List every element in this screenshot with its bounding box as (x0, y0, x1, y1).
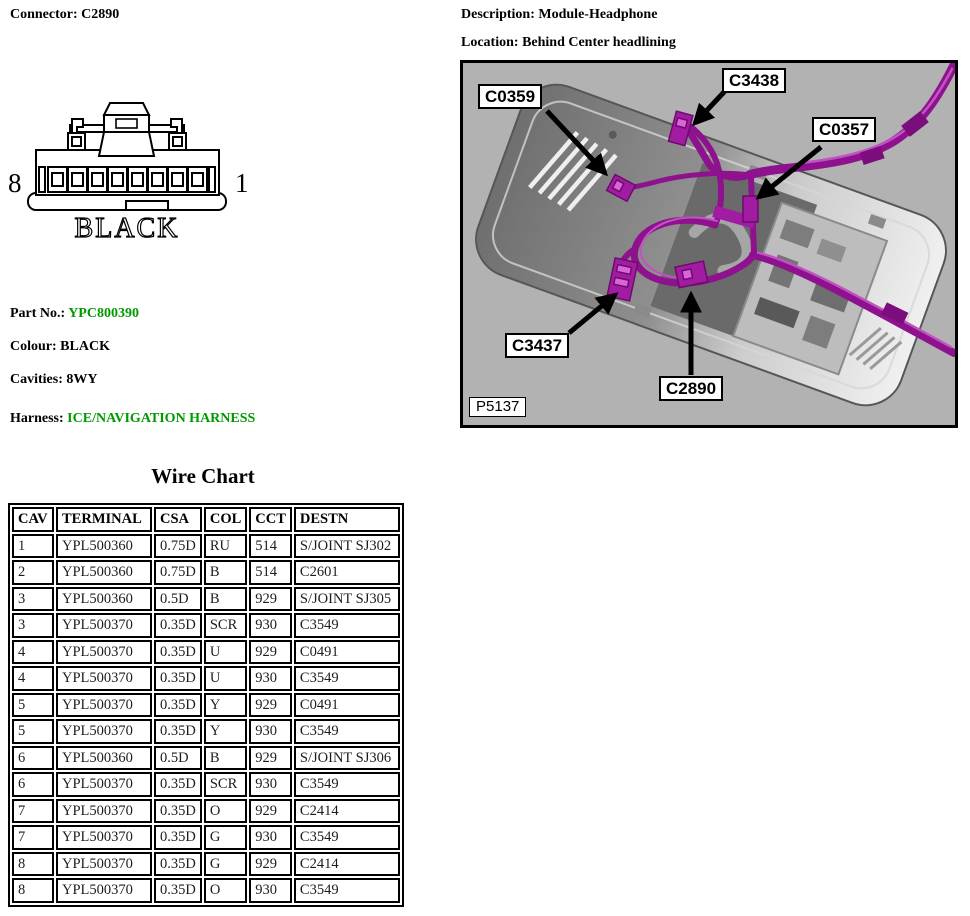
table-cell: 929 (249, 852, 292, 877)
table-row (12, 640, 400, 665)
callout-c0359: C0359 (478, 84, 542, 109)
wire-chart-column-header: TERMINAL (56, 507, 152, 532)
table-cell: 929 (249, 799, 292, 824)
table-cell: YPL500370 (56, 825, 152, 850)
table-cell: 0.35D (154, 852, 202, 877)
wire-chart-column-header: CCT (249, 507, 292, 532)
wire-chart-column-header: COL (204, 507, 247, 532)
table-cell: 0.75D (154, 560, 202, 585)
callout-c2890: C2890 (659, 376, 723, 401)
wire-chart-column-header: CSA (154, 507, 202, 532)
table-cell: 929 (249, 693, 292, 718)
table-cell: 4 (12, 640, 54, 665)
table-cell: 1 (12, 534, 54, 559)
connector-colour-text: BLACK (74, 213, 180, 244)
connector-header (10, 7, 119, 23)
table-cell: C2414 (294, 852, 400, 877)
table-cell: YPL500360 (56, 560, 152, 585)
colour-line (10, 339, 110, 355)
table-row (12, 772, 400, 797)
table-cell: S/JOINT SJ302 (294, 534, 400, 559)
table-row (12, 719, 400, 744)
table-cell: 514 (249, 560, 292, 585)
table-cell: 514 (249, 534, 292, 559)
table-cell: RU (204, 534, 247, 559)
table-cell: 929 (249, 746, 292, 771)
table-cell: B (204, 587, 247, 612)
table-cell: B (204, 746, 247, 771)
wire-chart-header-row (12, 507, 400, 532)
callout-c0357: C0357 (812, 117, 876, 142)
connector-c0357-blob (743, 196, 758, 222)
table-cell: 6 (12, 772, 54, 797)
table-row (12, 799, 400, 824)
table-cell: C0491 (294, 693, 400, 718)
part-no-line (10, 306, 139, 322)
table-cell: C0491 (294, 640, 400, 665)
table-cell: 930 (249, 666, 292, 691)
wire-chart-table (8, 503, 404, 907)
harness-label: Harness: (10, 411, 64, 426)
table-cell: 5 (12, 693, 54, 718)
table-cell: 0.35D (154, 666, 202, 691)
cavities-line (10, 372, 98, 388)
table-cell: 0.35D (154, 825, 202, 850)
table-cell: 0.35D (154, 878, 202, 903)
table-cell: 4 (12, 666, 54, 691)
table-row (12, 534, 400, 559)
table-cell: YPL500370 (56, 640, 152, 665)
table-cell: 929 (249, 640, 292, 665)
table-cell: C3549 (294, 613, 400, 638)
callout-c3437: C3437 (505, 333, 569, 358)
table-row (12, 613, 400, 638)
table-cell: U (204, 666, 247, 691)
connector-face-drawing (4, 100, 256, 248)
connector-label: Connector: (10, 7, 78, 22)
table-cell: SCR (204, 772, 247, 797)
table-cell: YPL500370 (56, 719, 152, 744)
table-cell: O (204, 799, 247, 824)
figure-id-badge: P5137 (469, 397, 526, 417)
table-cell: 930 (249, 825, 292, 850)
table-cell: 930 (249, 772, 292, 797)
table-cell: U (204, 640, 247, 665)
table-row (12, 560, 400, 585)
wire-chart-column-header: CAV (12, 507, 54, 532)
table-cell: 2 (12, 560, 54, 585)
location-photo-illustration (463, 63, 955, 425)
table-cell: 0.5D (154, 587, 202, 612)
table-cell: Y (204, 693, 247, 718)
description-header (461, 7, 657, 23)
table-cell: B (204, 560, 247, 585)
table-cell: YPL500360 (56, 534, 152, 559)
connector-value: C2890 (81, 7, 120, 22)
table-cell: 6 (12, 746, 54, 771)
table-cell: 930 (249, 719, 292, 744)
table-cell: YPL500360 (56, 587, 152, 612)
table-cell: 0.35D (154, 772, 202, 797)
table-cell: SCR (204, 613, 247, 638)
table-row (12, 666, 400, 691)
table-cell: 3 (12, 613, 54, 638)
table-cell: 0.35D (154, 719, 202, 744)
table-cell: 930 (249, 613, 292, 638)
description-label: Description: (461, 7, 535, 22)
table-cell: 3 (12, 587, 54, 612)
table-cell: C3549 (294, 878, 400, 903)
table-cell: 0.35D (154, 640, 202, 665)
location-label: Location: (461, 35, 519, 50)
cavities-value: 8WY (66, 372, 98, 387)
table-cell: YPL500370 (56, 799, 152, 824)
table-cell: 0.75D (154, 534, 202, 559)
table-cell: YPL500370 (56, 693, 152, 718)
table-cell: C2601 (294, 560, 400, 585)
location-value: Behind Center headlining (522, 35, 676, 50)
part-no-link[interactable]: YPC800390 (68, 306, 139, 321)
table-cell: 7 (12, 799, 54, 824)
wire-chart-title: Wire Chart (151, 464, 255, 488)
table-row (12, 693, 400, 718)
table-row (12, 746, 400, 771)
table-cell: YPL500370 (56, 878, 152, 903)
table-cell: C3549 (294, 666, 400, 691)
colour-value: BLACK (60, 339, 110, 354)
location-header (461, 35, 676, 51)
table-cell: YPL500360 (56, 746, 152, 771)
table-cell: YPL500370 (56, 613, 152, 638)
table-cell: 8 (12, 852, 54, 877)
table-cell: 7 (12, 825, 54, 850)
table-cell: C3549 (294, 719, 400, 744)
description-value: Module-Headphone (538, 7, 658, 22)
table-cell: 929 (249, 587, 292, 612)
table-cell: 930 (249, 878, 292, 903)
part-no-label: Part No.: (10, 306, 66, 321)
cavities-label: Cavities: (10, 372, 63, 387)
table-cell: C3549 (294, 825, 400, 850)
table-cell: S/JOINT SJ306 (294, 746, 400, 771)
wire-chart-column-header: DESTN (294, 507, 400, 532)
table-cell: S/JOINT SJ305 (294, 587, 400, 612)
table-cell: YPL500370 (56, 666, 152, 691)
table-cell: YPL500370 (56, 772, 152, 797)
pin-number-8: 8 (8, 168, 22, 198)
table-cell: 0.5D (154, 746, 202, 771)
table-cell: 5 (12, 719, 54, 744)
table-cell: 0.35D (154, 613, 202, 638)
table-cell: C2414 (294, 799, 400, 824)
table-row (12, 587, 400, 612)
harness-line (10, 411, 255, 427)
table-cell: YPL500370 (56, 852, 152, 877)
terminal-cavities (48, 167, 207, 192)
pin-number-1: 1 (235, 168, 249, 198)
colour-label: Colour: (10, 339, 57, 354)
table-cell: 0.35D (154, 799, 202, 824)
table-row (12, 852, 400, 877)
table-row (12, 825, 400, 850)
table-cell: 0.35D (154, 693, 202, 718)
table-cell: Y (204, 719, 247, 744)
harness-link[interactable]: ICE/NAVIGATION HARNESS (67, 411, 256, 426)
table-cell: G (204, 852, 247, 877)
table-cell: O (204, 878, 247, 903)
location-photo (460, 60, 958, 428)
table-cell: G (204, 825, 247, 850)
table-cell: C3549 (294, 772, 400, 797)
table-row (12, 878, 400, 903)
table-cell: 8 (12, 878, 54, 903)
callout-c3438: C3438 (722, 68, 786, 93)
